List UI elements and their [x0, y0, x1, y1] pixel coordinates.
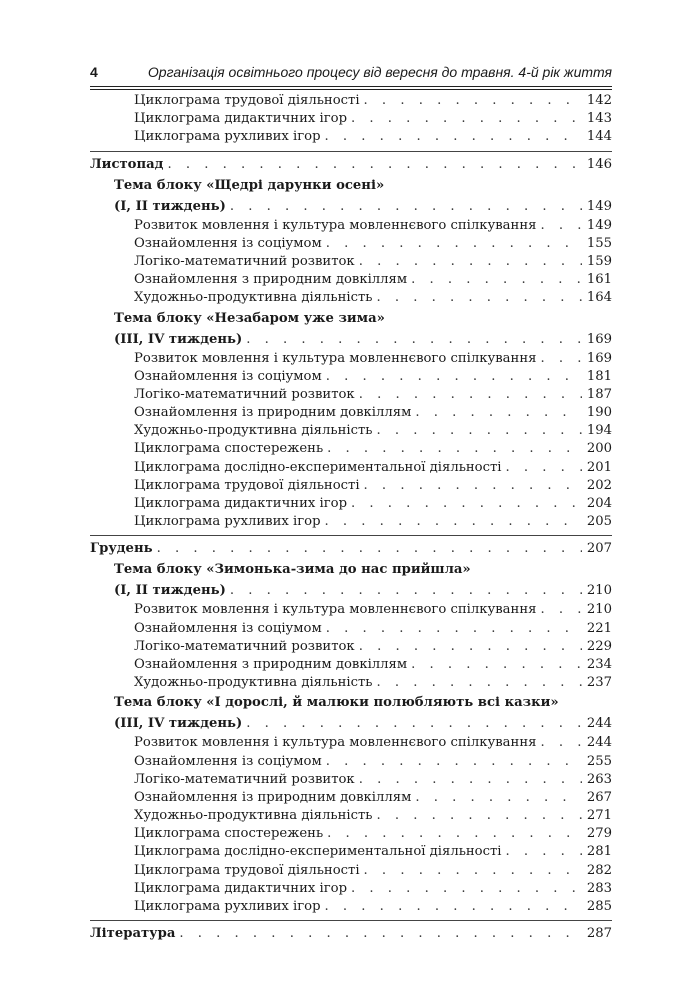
toc-entry — [90, 601, 612, 619]
header-rule — [90, 86, 612, 87]
toc-entry — [90, 674, 612, 692]
toc-theme — [90, 175, 612, 196]
toc-entry — [90, 368, 612, 386]
dot-leader — [359, 386, 582, 404]
toc-entry-title: Ознайомлення із соціумом — [134, 620, 322, 636]
dot-leader — [230, 580, 582, 601]
toc-page-number: 149 — [586, 217, 612, 233]
toc-entry-title: Логіко-математичний розвиток — [134, 386, 355, 402]
toc-page-number: 285 — [586, 899, 612, 914]
toc-page-number: 169 — [586, 350, 612, 366]
toc-theme — [90, 329, 612, 350]
toc-page-number: 204 — [586, 496, 612, 511]
dot-leader — [359, 771, 582, 789]
dot-leader — [326, 368, 582, 386]
dot-leader — [326, 235, 582, 253]
dot-leader — [179, 923, 582, 944]
dot-leader — [506, 843, 582, 861]
dot-leader — [351, 880, 582, 898]
dot-leader — [376, 422, 582, 440]
toc-entry-title: Грудень — [90, 541, 153, 557]
toc-entry-title: Ознайомлення з природним довкіллям — [134, 272, 408, 288]
dot-leader — [359, 253, 582, 271]
toc-entry-title: Розвиток мовлення і культура мовленнєвого спілкування — [134, 735, 537, 751]
toc-entry — [90, 289, 612, 307]
toc-entry-title: Циклограма дослідно-експериментальної діяльності — [134, 844, 502, 860]
toc-page-number: 149 — [586, 198, 612, 214]
toc-entry — [90, 92, 612, 110]
toc-entry-title: Циклограма дидактичних ігор — [134, 111, 348, 127]
toc-entry — [90, 843, 612, 861]
toc-entry — [90, 771, 612, 789]
toc-page-number: 221 — [586, 620, 612, 636]
toc-page-number: 144 — [586, 129, 612, 145]
toc-entry-title: Література — [90, 926, 176, 942]
toc-page-number: 205 — [586, 514, 612, 530]
dot-leader — [364, 92, 582, 110]
dot-leader — [364, 862, 582, 880]
toc-section — [90, 538, 612, 559]
toc-entry — [90, 386, 612, 404]
toc-entry — [90, 880, 612, 898]
toc-entry-title: Художньо-продуктивна діяльність — [134, 290, 373, 306]
toc-entry-title: Циклограма трудової діяльності — [134, 93, 360, 108]
toc-entry-title: (I, II тиждень) — [114, 583, 226, 599]
toc-page-number: 229 — [586, 638, 612, 654]
section-divider — [90, 916, 612, 921]
toc-page-number: 164 — [586, 290, 612, 306]
toc-theme — [90, 580, 612, 601]
dot-leader — [359, 638, 582, 656]
dot-leader — [230, 196, 582, 217]
toc-page-number: 210 — [586, 583, 612, 599]
toc-page-number: 181 — [586, 368, 612, 384]
toc-entry-title: Ознайомлення із соціумом — [134, 368, 322, 384]
toc-entry — [90, 235, 612, 253]
toc-entry — [90, 513, 612, 531]
toc-page-number: 146 — [586, 156, 612, 172]
toc-entry — [90, 638, 612, 656]
toc-theme — [90, 713, 612, 734]
toc-section — [90, 923, 612, 944]
dot-leader — [411, 271, 582, 289]
toc-entry-title: Художньо-продуктивна діяльність — [134, 423, 373, 439]
toc-page-number: 194 — [586, 423, 612, 439]
toc-entry — [90, 862, 612, 880]
toc-entry — [90, 440, 612, 458]
toc-theme — [90, 559, 612, 580]
dot-leader — [540, 734, 582, 752]
toc-entry-title: Ознайомлення із соціумом — [134, 235, 322, 251]
dot-leader — [376, 674, 582, 692]
toc-entry-title: Циклограма трудової діяльності — [134, 477, 360, 493]
toc-entry — [90, 350, 612, 368]
toc-entry — [90, 898, 612, 916]
dot-leader — [325, 513, 582, 531]
toc-entry — [90, 495, 612, 513]
dot-leader — [326, 620, 582, 638]
toc-entry — [90, 734, 612, 752]
toc-entry-title: Ознайомлення з природним довкіллям — [134, 656, 408, 672]
toc-entry-title: Розвиток мовлення і культура мовленнєвого спілкування — [134, 602, 537, 618]
toc-page-number: 279 — [586, 826, 612, 842]
toc-entry-title: Розвиток мовлення і культура мовленнєвого спілкування — [134, 217, 537, 233]
section-divider — [90, 147, 612, 152]
section-divider — [90, 531, 612, 536]
header-rule-thin — [90, 89, 612, 90]
dot-leader — [351, 110, 582, 128]
toc-entry-title: Циклограма дидактичних ігор — [134, 880, 348, 896]
toc-page-number: 267 — [586, 789, 612, 805]
toc-page-number: 142 — [586, 93, 612, 108]
toc-entry-title: Тема блоку «Незабаром уже зима» — [114, 310, 385, 326]
dot-leader — [411, 656, 582, 674]
toc-page-number: 207 — [586, 541, 612, 557]
toc-page-number: 244 — [586, 735, 612, 751]
toc-entry — [90, 253, 612, 271]
toc-page-number: 281 — [586, 844, 612, 860]
dot-leader — [540, 350, 582, 368]
toc-entry-title: (III, IV тиждень) — [114, 331, 243, 347]
toc-entry-title: Художньо-продуктивна діяльність — [134, 808, 373, 824]
dot-leader — [506, 459, 582, 477]
toc-entry-title: Циклограма спостережень — [134, 826, 324, 842]
dot-leader — [376, 807, 582, 825]
dot-leader — [376, 289, 582, 307]
toc-page-number: 234 — [586, 656, 612, 672]
toc-page-number: 155 — [586, 235, 612, 251]
toc-page-number: 283 — [586, 880, 612, 896]
dot-leader — [325, 128, 582, 146]
toc-page-number: 143 — [586, 111, 612, 127]
toc-entry-title: Циклограма рухливих ігор — [134, 514, 321, 530]
toc-entry — [90, 807, 612, 825]
toc-page-number: 201 — [586, 459, 612, 475]
toc-entry-title: Циклограма рухливих ігор — [134, 899, 321, 914]
toc-entry-title: Циклограма рухливих ігор — [134, 129, 321, 145]
toc-page-number: 169 — [586, 331, 612, 347]
dot-leader — [351, 495, 582, 513]
toc-entry-title: Циклограма спостережень — [134, 441, 324, 457]
toc-page-number: 161 — [586, 272, 612, 288]
toc-entry-title: Циклограма трудової діяльності — [134, 862, 360, 878]
toc-entry — [90, 422, 612, 440]
toc-entry — [90, 217, 612, 235]
running-title: Організація освітнього процесу від вересня до травня. 4-й рік життя — [147, 64, 612, 80]
toc-entry — [90, 128, 612, 146]
toc-entry-title: Логіко-математичний розвиток — [134, 253, 355, 269]
toc-entry — [90, 271, 612, 289]
toc-page-number: 244 — [586, 716, 612, 732]
dot-leader — [325, 898, 582, 916]
toc-entry-title: (I, II тиждень) — [114, 198, 226, 214]
toc-entry — [90, 789, 612, 807]
page-number: 4 — [90, 64, 98, 80]
toc-section — [90, 154, 612, 175]
toc-entry — [90, 459, 612, 477]
toc-page-number: 282 — [586, 862, 612, 878]
dot-leader — [327, 825, 582, 843]
table-of-contents — [90, 92, 612, 944]
dot-leader — [326, 753, 582, 771]
toc-entry — [90, 477, 612, 495]
toc-entry-title: Циклограма дидактичних ігор — [134, 496, 348, 511]
toc-entry-title: Художньо-продуктивна діяльність — [134, 675, 373, 691]
dot-leader — [246, 713, 582, 734]
toc-entry-title: Листопад — [90, 156, 164, 172]
toc-theme — [90, 196, 612, 217]
toc-page-number: 287 — [586, 926, 612, 942]
toc-entry — [90, 825, 612, 843]
toc-page-number: 190 — [586, 405, 612, 421]
toc-page-number: 159 — [586, 253, 612, 269]
toc-entry-title: Ознайомлення із природним довкіллям — [134, 405, 412, 421]
toc-entry-title: Ознайомлення із соціумом — [134, 753, 322, 769]
toc-theme — [90, 692, 612, 713]
dot-leader — [246, 329, 582, 350]
toc-entry-title: (III, IV тиждень) — [114, 716, 243, 732]
toc-page-number: 200 — [586, 441, 612, 457]
toc-page-number: 263 — [586, 771, 612, 787]
toc-theme — [90, 308, 612, 329]
toc-page-number: 187 — [586, 386, 612, 402]
dot-leader — [540, 601, 582, 619]
toc-entry-title: Тема блоку «Зимонька-зима до нас прийшла» — [114, 562, 471, 578]
dot-leader — [364, 477, 582, 495]
dot-leader — [167, 154, 582, 175]
toc-entry — [90, 656, 612, 674]
toc-entry — [90, 110, 612, 128]
toc-page-number: 237 — [586, 675, 612, 691]
page-header — [90, 64, 612, 84]
dot-leader — [540, 217, 582, 235]
toc-page-number: 202 — [586, 477, 612, 493]
dot-leader — [415, 789, 582, 807]
dot-leader — [157, 538, 582, 559]
dot-leader — [415, 404, 582, 422]
toc-entry — [90, 620, 612, 638]
dot-leader — [327, 440, 582, 458]
toc-entry-title: Тема блоку «І дорослі, й малюки полюбляють всі казки» — [114, 695, 559, 711]
toc-entry — [90, 404, 612, 422]
toc-entry-title: Тема блоку «Щедрі дарунки осені» — [114, 177, 385, 193]
toc-entry-title: Логіко-математичний розвиток — [134, 638, 355, 654]
toc-entry — [90, 753, 612, 771]
toc-entry-title: Циклограма дослідно-експериментальної діяльності — [134, 459, 502, 475]
toc-page-number: 271 — [586, 808, 612, 824]
toc-entry-title: Ознайомлення із природним довкіллям — [134, 789, 412, 805]
toc-entry-title: Логіко-математичний розвиток — [134, 771, 355, 787]
toc-entry-title: Розвиток мовлення і культура мовленнєвого спілкування — [134, 350, 537, 366]
toc-page-number: 210 — [586, 602, 612, 618]
toc-page-number: 255 — [586, 753, 612, 769]
